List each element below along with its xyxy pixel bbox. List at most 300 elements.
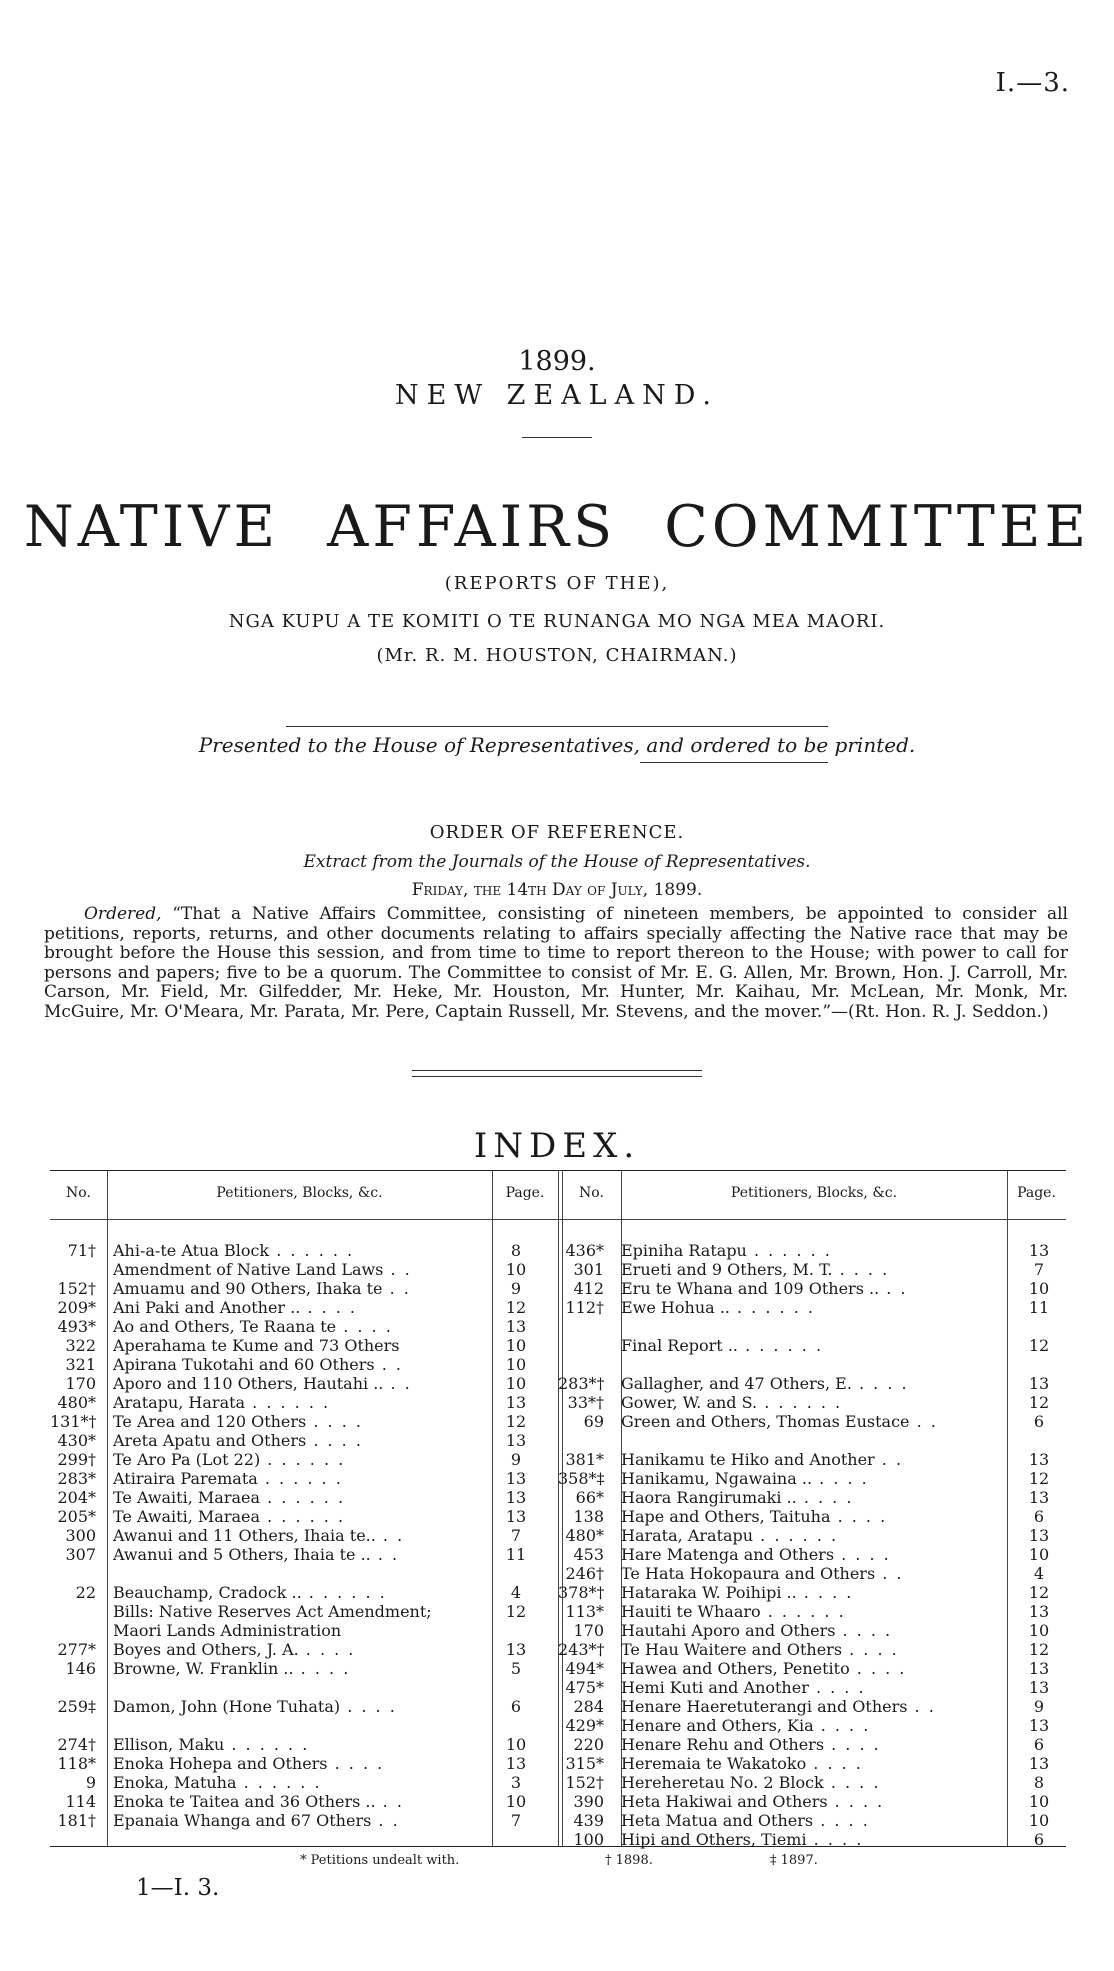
table-row [558, 1545, 1066, 1564]
entry-name: Enoka, Matuha . . . . . . [113, 1773, 322, 1792]
leader-dots: . . . . [806, 1830, 864, 1849]
header-petitioners: Petitioners, Blocks, &c. [216, 1185, 383, 1201]
leader-dots: . . [382, 1279, 411, 1298]
entry-name: Areta Apatu and Others . . . . [113, 1431, 363, 1450]
entry-name: Ahi-a-te Atua Block . . . . . . [113, 1241, 355, 1260]
table-row [50, 1735, 558, 1754]
entry-page: 5 [510, 1659, 522, 1678]
entry-number: 33*† [567, 1393, 604, 1412]
entry-number: 9 [85, 1773, 96, 1792]
entry-number: 181† [57, 1811, 96, 1830]
subtitle: (REPORTS OF THE), [444, 573, 670, 594]
entry-number: 378*† [558, 1583, 605, 1602]
entry-page: 10 [505, 1260, 527, 1279]
entry-number: 493* [57, 1317, 96, 1336]
table-row [50, 1583, 558, 1602]
table-row [50, 1298, 558, 1317]
table-row [50, 1659, 558, 1678]
header-page: Page. [1017, 1185, 1056, 1201]
header-page: Page. [505, 1185, 545, 1201]
leader-dots: . . [909, 1412, 938, 1431]
table-row [50, 1678, 558, 1697]
table-row [50, 1374, 558, 1393]
entry-name: Gower, W. and S. . . . . . . [621, 1393, 843, 1412]
divider [412, 1070, 702, 1071]
table-row [50, 1241, 558, 1260]
signature: 1—I. 3. [136, 1875, 220, 1901]
entry-number: 152† [565, 1773, 604, 1792]
leader-dots: . . . . [306, 1412, 363, 1431]
entry-page: 8 [1033, 1773, 1045, 1792]
table-row [558, 1488, 1066, 1507]
leader-dots: . . . . [849, 1659, 907, 1678]
table-row [558, 1298, 1066, 1317]
entry-name: Te Awaiti, Maraea . . . . . . [113, 1507, 346, 1526]
entry-page: 10 [505, 1336, 527, 1355]
entry-page: 13 [1028, 1716, 1050, 1735]
leader-dots: . . . . [834, 1545, 891, 1564]
leader-dots: . . . . . . [269, 1241, 355, 1260]
table-row [50, 1260, 558, 1279]
table-row [50, 1811, 558, 1830]
entry-page: 13 [505, 1393, 527, 1412]
entry-page: 13 [1028, 1450, 1050, 1469]
entry-name: Amuamu and 90 Others, Ihaka te . . [113, 1279, 411, 1298]
entry-name: Te Aro Pa (Lot 22) . . . . . . [113, 1450, 346, 1469]
entry-page: 10 [1028, 1621, 1050, 1640]
entry-name: Beauchamp, Cradock .. . . . . . . [113, 1583, 387, 1602]
entry-number: 301 [573, 1260, 604, 1279]
entry-name: Hipi and Others, Tiemi . . . . [621, 1830, 864, 1849]
entry-number: 315* [565, 1754, 604, 1773]
leader-dots: . . . . [835, 1621, 893, 1640]
entry-number: 494* [565, 1659, 604, 1678]
entry-number: 209* [57, 1298, 96, 1317]
table-row [558, 1754, 1066, 1773]
entry-name: Heta Hakiwai and Others . . . . [621, 1792, 885, 1811]
leader-dots: . . . . . . [260, 1488, 346, 1507]
entry-number: 152† [57, 1279, 96, 1298]
table-row [558, 1393, 1066, 1412]
entry-page: 12 [505, 1412, 527, 1431]
leader-dots: . . . . [336, 1317, 393, 1336]
entry-number: 114 [65, 1792, 96, 1811]
table-row [558, 1279, 1066, 1298]
entry-page: 9 [510, 1279, 522, 1298]
table-row [50, 1602, 558, 1621]
table-row [50, 1317, 558, 1336]
table-row [558, 1697, 1066, 1716]
presented-line: Presented to the House of Representatives, and ordered to be printed. [198, 733, 916, 757]
table-row [50, 1488, 558, 1507]
entry-name: Awanui and 5 Others, Ihaia te .. . . [113, 1545, 400, 1564]
entry-number: 259‡ [57, 1697, 96, 1716]
divider [286, 726, 828, 727]
entry-name: Hauiti te Whaaro . . . . . . [621, 1602, 846, 1621]
entry-page: 10 [1028, 1792, 1050, 1811]
entry-page: 12 [1028, 1469, 1050, 1488]
table-row [558, 1735, 1066, 1754]
entry-name: Aperahama te Kume and 73 Others [113, 1336, 400, 1355]
table-row [50, 1412, 558, 1431]
entry-name: Te Awaiti, Maraea . . . . . . [113, 1488, 346, 1507]
entry-page: 9 [510, 1450, 522, 1469]
footnote-double-dagger: ‡ 1897. [770, 1853, 818, 1868]
entry-number: 300 [65, 1526, 96, 1545]
table-row [558, 1811, 1066, 1830]
leader-dots: . . . . [830, 1507, 888, 1526]
entry-number: 475* [565, 1678, 604, 1697]
entry-name: Epiniha Ratapu . . . . . . [621, 1241, 832, 1260]
entry-number: 390 [573, 1792, 604, 1811]
entry-name: Ani Paki and Another .. . . . . [113, 1298, 358, 1317]
entry-name: Aporo and 110 Others, Hautahi .. . . [113, 1374, 412, 1393]
entry-name: Hemi Kuti and Another . . . . [621, 1678, 866, 1697]
entry-number: 131*† [50, 1412, 97, 1431]
entry-name: Green and Others, Thomas Eustace . . [621, 1412, 938, 1431]
entry-number: 66* [575, 1488, 604, 1507]
entry-name: Te Area and 120 Others . . . . [113, 1412, 363, 1431]
leader-dots: . . . . . . [757, 1393, 843, 1412]
entry-page: 9 [1033, 1697, 1045, 1716]
table-row [50, 1564, 558, 1583]
entry-name: Awanui and 11 Others, Ihaia te.. . . [113, 1526, 405, 1545]
leader-dots: . . [371, 1811, 400, 1830]
table-row [558, 1659, 1066, 1678]
table-row [558, 1526, 1066, 1545]
entry-number: 146 [65, 1659, 96, 1678]
order-text: “That a Native Affairs Committee, consisting of nineteen members, be appointed to consider all petitions, reports, returns, and other documents relating to affairs specially affecting the Native race that may be brought before the House this session, and from time to time to report thereon to the House; with power to call for persons and papers; five to be a quorum. The Committee to consist of Mr. E. G. Allen, Mr. Brown, Hon. J. Carroll, Mr. Carson, Mr. Field, Mr. Gilfedder, Mr. Heke, Mr. Houston, Mr. Hunter, Mr. Kaihau, Mr. McLean, Mr. Monk, Mr. McGuire, Mr. O'Meara, Mr. Parata, Mr. Pere, Captain Russell, Mr. Stevens, and the mover.”—(Rt. Hon. R. J. Seddon.) [44, 904, 1068, 1022]
entry-page: 13 [505, 1488, 527, 1507]
entry-number: 381* [565, 1450, 604, 1469]
entry-name: Ellison, Maku . . . . . . [113, 1735, 310, 1754]
entry-name: Haora Rangirumaki .. . . . . [621, 1488, 854, 1507]
entry-name: Hare Matenga and Others . . . . [621, 1545, 891, 1564]
table-row [558, 1374, 1066, 1393]
leader-dots: . . [370, 1545, 400, 1564]
leader-dots: . . [374, 1355, 403, 1374]
divider [640, 762, 828, 763]
entry-number: 220 [573, 1735, 604, 1754]
entry-page: 13 [1028, 1241, 1050, 1260]
table-row [558, 1450, 1066, 1469]
table-row [558, 1583, 1066, 1602]
entry-page: 10 [505, 1374, 527, 1393]
leader-dots: . . [879, 1279, 908, 1298]
year: 1899. [518, 346, 596, 377]
entry-name: Epanaia Whanga and 67 Others . . [113, 1811, 400, 1830]
leader-dots: . . [375, 1526, 405, 1545]
entry-name: Henare and Others, Kia . . . . [621, 1716, 871, 1735]
entry-page: 10 [1028, 1545, 1050, 1564]
order-heading: ORDER OF REFERENCE. [429, 822, 685, 843]
leader-dots: . . [383, 1260, 412, 1279]
table-row [558, 1507, 1066, 1526]
entry-page: 10 [1028, 1279, 1050, 1298]
entry-number: 112† [565, 1298, 604, 1317]
entry-page: 10 [505, 1735, 527, 1754]
entry-number: 71† [67, 1241, 96, 1260]
table-row [50, 1279, 558, 1298]
leader-dots: . . [375, 1792, 404, 1811]
entry-page: 13 [1028, 1754, 1050, 1773]
entry-name: Harata, Aratapu . . . . . . [621, 1526, 839, 1545]
leader-dots: . . . . . . [236, 1773, 322, 1792]
entry-number: 243*† [558, 1640, 605, 1659]
entry-page: 6 [1033, 1507, 1045, 1526]
table-row [558, 1260, 1066, 1279]
leader-dots: . . [907, 1697, 936, 1716]
entry-number: 204* [57, 1488, 96, 1507]
entry-page: 10 [505, 1355, 527, 1374]
footnote-dagger: † 1898. [605, 1853, 653, 1868]
entry-number: 412 [573, 1279, 604, 1298]
entry-page: 4 [1033, 1564, 1045, 1583]
entry-number: 274† [57, 1735, 96, 1754]
country: NEW ZEALAND. [395, 380, 719, 411]
entry-page: 4 [510, 1583, 522, 1602]
entry-number: 138 [573, 1507, 604, 1526]
leader-dots: . . . . [340, 1697, 397, 1716]
entry-page: 12 [1028, 1640, 1050, 1659]
entry-number: 439 [573, 1811, 604, 1830]
entry-name: Amendment of Native Land Laws . . [113, 1260, 412, 1279]
entry-name: Hereheretau No. 2 Block . . . . [621, 1773, 881, 1792]
entry-page: 8 [510, 1241, 522, 1260]
table-row [50, 1697, 558, 1716]
entry-number: 118* [57, 1754, 96, 1773]
entry-number: 358*‡ [558, 1469, 605, 1488]
header-no: No. [579, 1185, 604, 1201]
leader-dots: . . . . [824, 1735, 881, 1754]
leader-dots: . . . . . . [260, 1507, 346, 1526]
order-paragraph [44, 905, 1068, 1022]
entry-number: 299† [57, 1450, 96, 1469]
entry-page: 13 [505, 1507, 527, 1526]
entry-name: Erueti and 9 Others, M. T. . . . . [621, 1260, 890, 1279]
table-row [558, 1678, 1066, 1697]
footnote-star: * Petitions undealt with. [300, 1853, 460, 1868]
divider [522, 437, 592, 438]
leader-dots: . . . . [832, 1260, 890, 1279]
index-title: INDEX. [473, 1126, 641, 1166]
header-petitioners: Petitioners, Blocks, &c. [730, 1185, 898, 1201]
leader-dots: . . . . [300, 1298, 358, 1317]
table-row [50, 1792, 558, 1811]
entry-page: 13 [505, 1431, 527, 1450]
table-row [50, 1431, 558, 1450]
divider [412, 1076, 702, 1077]
entry-name: Gallagher, and 47 Others, E. . . . . [621, 1374, 909, 1393]
entry-page: 11 [505, 1545, 527, 1564]
leader-dots: . . . . [298, 1640, 356, 1659]
entry-name: Enoka Hohepa and Others . . . . [113, 1754, 385, 1773]
entry-page: 6 [510, 1697, 522, 1716]
entry-page: 13 [1028, 1374, 1050, 1393]
entry-number: 307 [65, 1545, 96, 1564]
leader-dots: . . . . . . [760, 1602, 846, 1621]
index-table [50, 1170, 1066, 1847]
table-row [50, 1336, 558, 1355]
entry-page: 6 [1033, 1735, 1045, 1754]
page-title: NATIVE AFFAIRS COMMITTEE [23, 494, 1091, 560]
entry-page: 13 [505, 1469, 527, 1488]
entry-name: Hape and Others, Taituha . . . . [621, 1507, 888, 1526]
table-row [558, 1716, 1066, 1735]
table-row [558, 1469, 1066, 1488]
table-row [558, 1336, 1066, 1355]
leader-dots: . . . . [851, 1374, 909, 1393]
entry-name: Atiraira Paremata . . . . . . [113, 1469, 343, 1488]
table-row [558, 1773, 1066, 1792]
extract-line: Extract from the Journals of the House of Representatives. [303, 852, 811, 872]
table-row [50, 1621, 558, 1640]
leader-dots: . . . . . . [301, 1583, 387, 1602]
entry-number: 170 [573, 1621, 604, 1640]
table-row [50, 1640, 558, 1659]
entry-name: Henare Rehu and Others . . . . [621, 1735, 881, 1754]
entry-name: Heta Matua and Others . . . . [621, 1811, 870, 1830]
entry-name: Bills: Native Reserves Act Amendment; [113, 1602, 432, 1621]
leader-dots: . . . . [293, 1659, 351, 1678]
entry-number: 22 [75, 1583, 96, 1602]
table-row [558, 1241, 1066, 1260]
entry-name: Hautahi Aporo and Others . . . . [621, 1621, 893, 1640]
leader-dots: . . . . [813, 1716, 871, 1735]
entry-page: 10 [505, 1792, 527, 1811]
maori-title: NGA KUPU A TE KOMITI O TE RUNANGA MO NGA MEA MAORI. [228, 611, 886, 632]
table-row [50, 1507, 558, 1526]
leader-dots: . . . . [812, 1469, 869, 1488]
leader-dots: . . . . [813, 1811, 870, 1830]
entry-number: 205* [57, 1507, 96, 1526]
index-right-column [558, 1171, 1066, 1849]
entry-page: 13 [1028, 1659, 1050, 1678]
table-row [50, 1393, 558, 1412]
document-reference: I.—3. [995, 68, 1070, 98]
entry-page: 13 [505, 1754, 527, 1773]
entry-number: 480* [57, 1393, 96, 1412]
entry-number: 113* [565, 1602, 604, 1621]
table-row [558, 1602, 1066, 1621]
table-row [558, 1431, 1066, 1450]
table-row [558, 1792, 1066, 1811]
entry-number: 283*† [558, 1374, 605, 1393]
leader-dots: . . [874, 1450, 904, 1469]
entry-page: 12 [1028, 1393, 1050, 1412]
entry-number: 321 [65, 1355, 96, 1374]
entry-page: 13 [1028, 1526, 1050, 1545]
entry-name: Damon, John (Hone Tuhata) . . . . [113, 1697, 397, 1716]
table-row [558, 1355, 1066, 1374]
leader-dots: . . [383, 1374, 412, 1393]
entry-name: Te Hata Hokopaura and Others . . [621, 1564, 904, 1583]
entry-number: 277* [57, 1640, 96, 1659]
entry-number: 246† [565, 1564, 604, 1583]
table-row [50, 1469, 558, 1488]
entry-number: 429* [565, 1716, 604, 1735]
leader-dots: . . . . . . [729, 1298, 815, 1317]
chairman: (Mr. R. M. HOUSTON, CHAIRMAN.) [376, 645, 738, 666]
table-row [558, 1640, 1066, 1659]
leader-dots: . . . . . . [245, 1393, 331, 1412]
table-row [50, 1754, 558, 1773]
leader-dots: . . [875, 1564, 904, 1583]
ordered-word: Ordered, [84, 904, 162, 924]
entry-page: 6 [1033, 1412, 1045, 1431]
entry-name: Heremaia te Wakatoko . . . . [621, 1754, 863, 1773]
table-row [50, 1716, 558, 1735]
entry-number: 453 [573, 1545, 604, 1564]
entry-page: 7 [510, 1811, 522, 1830]
index-left-column [50, 1171, 558, 1846]
entry-name: Final Report .. . . . . . . [621, 1336, 824, 1355]
entry-number: 100 [573, 1830, 604, 1849]
header-no: No. [66, 1185, 91, 1201]
entry-page: 12 [1028, 1336, 1050, 1355]
leader-dots: . . . . [823, 1773, 881, 1792]
leader-dots: . . . . . . [753, 1526, 839, 1545]
table-row [50, 1355, 558, 1374]
leader-dots: . . . . [808, 1678, 866, 1697]
entry-page: 13 [505, 1317, 527, 1336]
entry-name: Hataraka W. Poihipi .. . . . . [621, 1583, 854, 1602]
entry-page: 13 [1028, 1488, 1050, 1507]
table-row [558, 1412, 1066, 1431]
entry-name: Maori Lands Administration [113, 1621, 342, 1640]
table-row [50, 1545, 558, 1564]
entry-number: 322 [65, 1336, 96, 1355]
entry-name: Boyes and Others, J. A. . . . . [113, 1640, 356, 1659]
entry-name: Ao and Others, Te Raana te . . . . [113, 1317, 393, 1336]
leader-dots: . . . . . . [738, 1336, 824, 1355]
entry-page: 13 [1028, 1678, 1050, 1697]
leader-dots: . . . . . . [224, 1735, 310, 1754]
entry-name: Te Hau Waitere and Others . . . . [621, 1640, 899, 1659]
entry-page: 10 [1028, 1811, 1050, 1830]
leader-dots: . . . . [842, 1640, 899, 1659]
entry-name: Hawea and Others, Penetito . . . . [621, 1659, 907, 1678]
entry-page: 13 [505, 1640, 527, 1659]
table-row [558, 1564, 1066, 1583]
entry-page: 6 [1033, 1830, 1045, 1849]
table-row [558, 1830, 1066, 1849]
leader-dots: . . . . . . [257, 1469, 343, 1488]
table-row [558, 1621, 1066, 1640]
entry-number: 283* [57, 1469, 96, 1488]
entry-page: 7 [510, 1526, 522, 1545]
leader-dots: . . . . . . [746, 1241, 832, 1260]
entry-name: Eru te Whana and 109 Others .. . . [621, 1279, 908, 1298]
entry-page: 12 [1028, 1583, 1050, 1602]
entry-name: Browne, W. Franklin .. . . . . [113, 1659, 351, 1678]
order-date: Friday, the 14th Day of July, 1899. [411, 880, 703, 900]
leader-dots: . . . . [796, 1488, 854, 1507]
leader-dots: . . . . . . [260, 1450, 346, 1469]
leader-dots: . . . . [796, 1583, 854, 1602]
entry-page: 3 [510, 1773, 522, 1792]
entry-number: 284 [573, 1697, 604, 1716]
entry-name: Apirana Tukotahi and 60 Others . . [113, 1355, 403, 1374]
entry-number: 480* [565, 1526, 604, 1545]
entry-name: Hanikamu te Hiko and Another . . [621, 1450, 904, 1469]
table-row [50, 1526, 558, 1545]
table-row [50, 1773, 558, 1792]
entry-name: Henare Haeretuterangi and Others . . [621, 1697, 936, 1716]
leader-dots: . . . . [327, 1754, 385, 1773]
leader-dots: . . . . [806, 1754, 863, 1773]
entry-page: 13 [1028, 1602, 1050, 1621]
